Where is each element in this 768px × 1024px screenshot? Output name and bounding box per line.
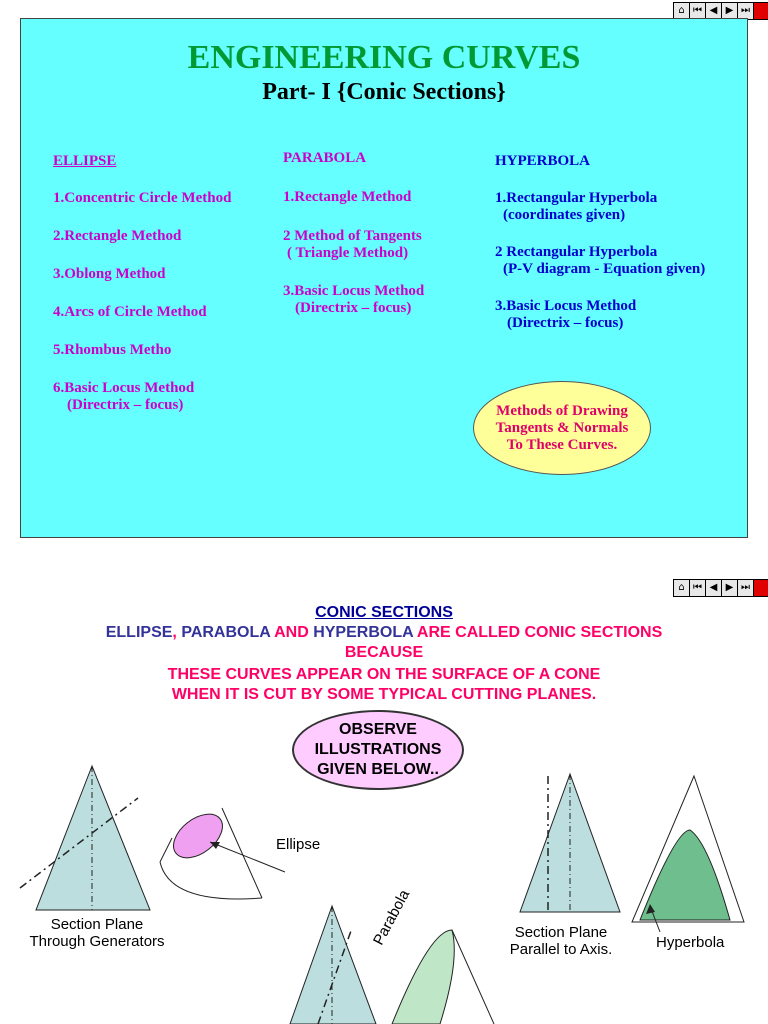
label-line: Through Generators <box>29 933 165 950</box>
prev-icon[interactable]: ◀ <box>705 2 722 20</box>
and-word: AND <box>274 624 309 641</box>
observe-line: ILLUSTRATIONS <box>314 741 442 758</box>
note-line: Methods of Drawing <box>496 402 628 419</box>
page-subtitle: Part- I {Conic Sections} <box>262 79 506 105</box>
list-item: 3.Basic Locus Method <box>495 298 637 314</box>
hyperbola-label: Hyperbola <box>656 934 725 951</box>
last-icon[interactable]: ⏭ <box>737 579 754 597</box>
home-icon[interactable]: ⌂ <box>673 579 690 597</box>
observe-line: OBSERVE <box>339 721 417 738</box>
list-item: 1.Concentric Circle Method <box>53 190 232 206</box>
note-line: Tangents & Normals <box>495 419 629 436</box>
because-line: BECAUSE <box>344 644 424 661</box>
home-icon[interactable]: ⌂ <box>673 2 690 20</box>
list-item: 4.Arcs of Circle Method <box>53 304 207 320</box>
last-icon[interactable]: ⏭ <box>737 2 754 20</box>
ellipse-word: ELLIPSE <box>105 624 173 641</box>
hyperbola-word: HYPERBOLA <box>313 624 414 641</box>
ellipse-header: ELLIPSE <box>53 153 117 169</box>
list-item: 2 Rectangular Hyperbola <box>495 244 658 260</box>
observe-line: GIVEN BELOW.. <box>317 761 439 778</box>
section-plane-2-label <box>496 924 626 958</box>
label-line: Section Plane <box>50 916 144 933</box>
cone-1 <box>36 766 150 910</box>
list-item: (P-V diagram - Equation given) <box>503 261 706 277</box>
hyperbola-header: HYPERBOLA <box>495 153 591 169</box>
label-line: Section Plane <box>514 924 608 941</box>
comma: , <box>172 624 177 641</box>
list-item: (coordinates given) <box>503 207 626 223</box>
parabola-word: PARABOLA <box>181 624 271 641</box>
list-item: 2.Rectangle Method <box>53 228 182 244</box>
list-item: 3.Basic Locus Method <box>283 283 425 299</box>
ellipse-section <box>165 805 230 866</box>
page-title: ENGINEERING CURVES <box>187 39 581 76</box>
note-line: To These Curves. <box>506 436 618 453</box>
section-plane-1-label <box>20 916 174 950</box>
conic-rest: ARE CALLED CONIC SECTIONS <box>416 624 663 641</box>
list-item: 1.Rectangle Method <box>283 189 412 205</box>
parabola-label: Parabola <box>370 886 414 948</box>
list-item: 3.Oblong Method <box>53 266 166 282</box>
ellipse-pointer <box>210 842 285 872</box>
cut-line: WHEN IT IS CUT BY SOME TYPICAL CUTTING PLANES. <box>171 686 597 703</box>
ellipse-label: Ellipse <box>276 836 321 853</box>
list-item: 6.Basic Locus Method <box>53 380 195 396</box>
list-item: (Directrix – focus) <box>67 397 184 413</box>
list-item: 1.Rectangular Hyperbola <box>495 190 658 206</box>
parabola-header: PARABOLA <box>283 150 367 166</box>
list-item: 2 Method of Tangents <box>283 228 422 244</box>
list-item: (Directrix – focus) <box>295 300 412 316</box>
first-icon[interactable]: ⏮ <box>689 579 706 597</box>
list-item: 5.Rhombus Metho <box>53 342 172 358</box>
list-item: ( Triangle Method) <box>287 245 409 261</box>
cone-2 <box>290 906 376 1024</box>
parabola-cone-edge <box>452 930 494 1024</box>
next-icon[interactable]: ▶ <box>721 579 738 597</box>
next-icon[interactable]: ▶ <box>721 2 738 20</box>
label-line: Parallel to Axis. <box>509 941 613 958</box>
first-icon[interactable]: ⏮ <box>689 2 706 20</box>
list-item: (Directrix – focus) <box>507 315 624 331</box>
section-heading: CONIC SECTIONS <box>315 604 453 621</box>
prev-icon[interactable]: ◀ <box>705 579 722 597</box>
truncated-cone-base <box>160 862 262 899</box>
parabola-section <box>392 930 454 1024</box>
curves-line: THESE CURVES APPEAR ON THE SURFACE OF A CONE <box>167 666 601 683</box>
